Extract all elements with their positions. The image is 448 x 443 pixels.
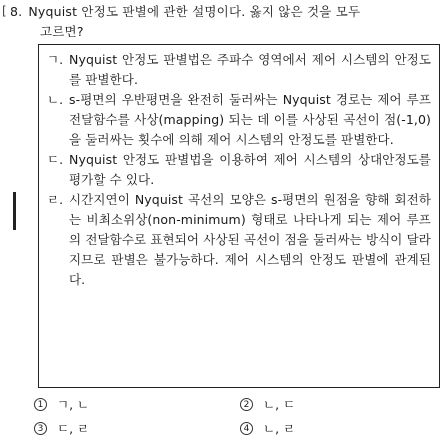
statement-marker: ㄹ. xyxy=(47,192,64,207)
statement-text: Nyquist 안정도 판별법은 주파수 영역에서 제어 시스템의 안정도를 판별한다. xyxy=(69,52,431,87)
statement-marker: ㄱ. xyxy=(47,52,64,67)
statement-marker: ㄴ. xyxy=(47,92,64,107)
statement-a xyxy=(47,50,431,90)
choice-number-circle: 2 xyxy=(240,398,253,411)
choice-label: ㄱ, ㄴ xyxy=(57,397,90,412)
question-text-line2: 고르면? xyxy=(40,24,84,39)
statement-text: s-평면의 우반평면을 완전히 둘러싸는 Nyquist 경로는 제어 루프전달함수를 사상(mapping) 되는 데 이를 사상된 곡선이 점(-1,0)을 둘러싸는 횟수에 의해 제어 시스템의 안정도를 판별한다. xyxy=(69,92,431,147)
choice-label: ㄴ, ㄹ xyxy=(263,421,296,436)
choice-number-circle: 4 xyxy=(240,422,253,435)
margin-mark xyxy=(13,192,16,230)
question-text-line1: Nyquist 안정도 판별에 관한 설명이다. 옳지 않은 것을 모두 xyxy=(28,4,361,19)
choice-number-circle: 1 xyxy=(34,398,47,411)
choice-label: ㄴ, ㄷ xyxy=(263,397,296,412)
statement-text: 시간지연이 Nyquist 곡선의 모양은 s-평면의 원점을 향해 회전하는 비최소위상(non-minimum) 형태로 나타나게 되는 제어 루프의 전달함수로 표현되어 사상된 곡선이 점을 둘러싸는 방식이 달라지므로 판별은 불가능하다. 제어 시스템의 안정도 판별에 관계된다. xyxy=(69,192,431,287)
choice-3[interactable] xyxy=(34,418,89,438)
choice-label: ㄷ, ㄹ xyxy=(57,421,90,436)
statement-b xyxy=(47,90,431,150)
question-stem xyxy=(10,2,442,42)
choice-2[interactable] xyxy=(240,394,295,414)
statement-text: Nyquist 안정도 판별법을 이용하여 제어 시스템의 상대안정도를 평가할 수 있다. xyxy=(69,152,431,187)
statement-c xyxy=(47,150,431,190)
choice-4[interactable] xyxy=(240,418,295,438)
statement-box xyxy=(38,44,440,388)
choice-number-circle: 3 xyxy=(34,422,47,435)
statement-d xyxy=(47,190,431,290)
question-number: 8. xyxy=(10,4,23,19)
choice-1[interactable] xyxy=(34,394,89,414)
margin-bracket: [ xyxy=(2,4,7,18)
statement-marker: ㄷ. xyxy=(47,152,64,167)
